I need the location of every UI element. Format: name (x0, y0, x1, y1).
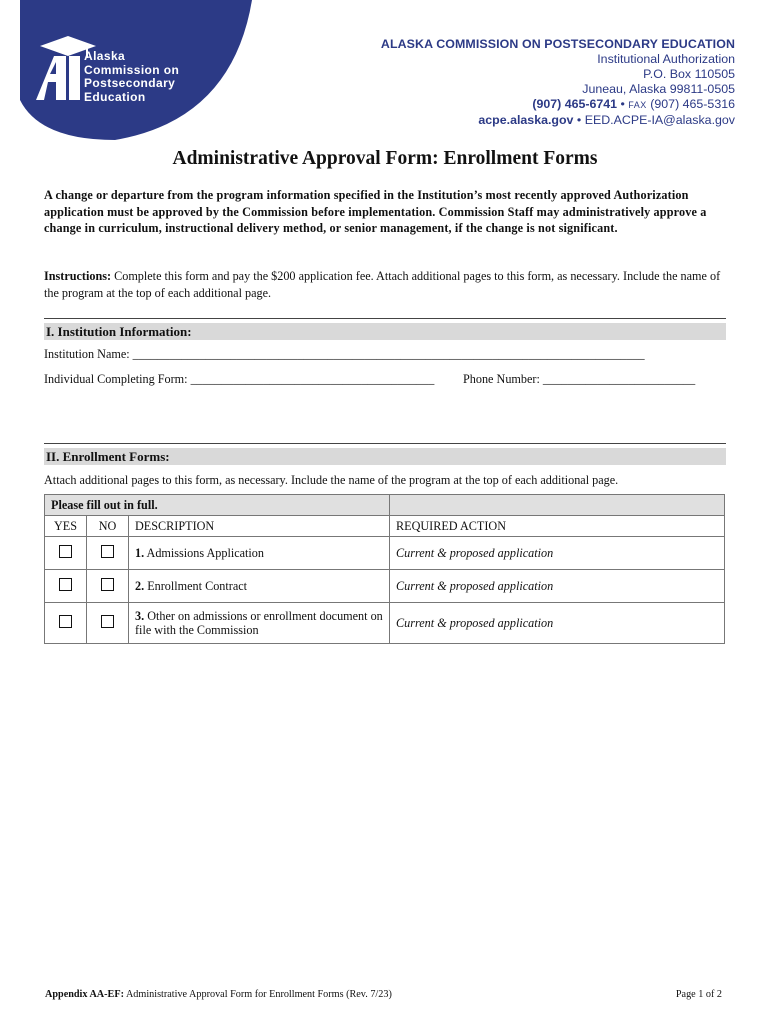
logo-line: Postsecondary (84, 76, 176, 91)
appendix-label: Appendix AA-EF: (45, 989, 124, 1000)
email-link[interactable]: EED.ACPE-IA@alaska.gov (584, 113, 735, 127)
footer-appendix (45, 989, 392, 1000)
yes-cell (45, 603, 87, 644)
description-cell (129, 570, 390, 603)
table-fill-row (45, 495, 725, 516)
yes-cell (45, 537, 87, 570)
page-number: Page 1 of 2 (675, 989, 722, 1000)
item-number: 3. (135, 609, 145, 623)
logo-wordmark (84, 50, 179, 104)
header-description: DESCRIPTION (129, 516, 390, 537)
section-heading-institution: I. Institution Information: (44, 323, 726, 340)
logo-line: Education (84, 89, 146, 104)
description-cell (129, 537, 390, 570)
item-number: 2. (135, 578, 145, 593)
description-cell (129, 603, 390, 644)
instructions-label: Instructions: (44, 269, 112, 283)
contact-block (381, 37, 735, 128)
no-checkbox[interactable] (101, 615, 114, 628)
org-name: ALASKA COMMISSION ON POSTSECONDARY EDUCATION (380, 37, 735, 51)
web-line: acpe.alaska.gov • EED.ACPE-IA@alaska.gov (478, 113, 735, 127)
table-row (45, 537, 725, 570)
yes-checkbox[interactable] (59, 615, 72, 628)
header-no: NO (87, 516, 129, 537)
item-description: Admissions Application (144, 545, 264, 560)
phone-number: (907) 465-6741 (532, 97, 618, 111)
fax-label: FAX (628, 100, 647, 110)
table-header-row (45, 516, 725, 537)
intro-paragraph: A change or departure from the program information specified in the Institution’s most recently approved Authorization application must be approved by the Commission before implementation. Commission Staff may administratively approve a change in curriculum, instructional delivery method, or senior management, if the change is not significant. (44, 188, 707, 235)
website-link[interactable]: acpe.alaska.gov (478, 113, 574, 127)
yes-cell (45, 570, 87, 603)
section-divider (44, 318, 726, 319)
required-action-cell: Current & proposed application (390, 570, 725, 603)
no-cell (87, 603, 129, 644)
acpe-logo (0, 0, 252, 140)
no-checkbox[interactable] (101, 578, 114, 591)
fax-number: (907) 465-5316 (650, 97, 735, 111)
department: Institutional Authorization (597, 52, 735, 66)
page-title: Administrative Approval Form: Enrollment Forms (172, 148, 598, 169)
phone-number-field[interactable]: Phone Number: _________________________ (463, 372, 696, 386)
item-number: 1. (135, 545, 145, 560)
individual-completing-field[interactable]: Individual Completing Form: ________________________________________ (44, 372, 435, 386)
section-divider (44, 443, 726, 444)
logo-line: Commission on (84, 62, 180, 77)
fill-label: Please fill out in full. (45, 495, 390, 516)
instructions-text: Complete this form and pay the $200 application fee. Attach additional pages to this form, as necessary. Include the name of the program at the top of each additional page. (44, 269, 721, 300)
required-action-cell: Current & proposed application (390, 537, 725, 570)
po-box: P.O. Box 110505 (643, 67, 735, 81)
phone-line: (907) 465-6741 • FAX (907) 465-5316 (532, 97, 735, 111)
item-description: Enrollment Contract (144, 578, 248, 593)
table-row (45, 603, 725, 644)
table-row (45, 570, 725, 603)
no-cell (87, 537, 129, 570)
yes-checkbox[interactable] (59, 578, 72, 591)
fill-empty-cell (390, 495, 725, 516)
enrollment-forms-table (44, 494, 725, 644)
no-cell (87, 570, 129, 603)
section-heading-enrollment: II. Enrollment Forms: (44, 448, 726, 465)
city-line: Juneau, Alaska 99811-0505 (582, 82, 735, 96)
header-yes: YES (45, 516, 87, 537)
yes-checkbox[interactable] (59, 545, 72, 558)
logo-line: Alaska (84, 49, 126, 63)
instructions-paragraph (44, 268, 728, 301)
enrollment-note: Attach additional pages to this form, as necessary. Include the name of the program at the top of each additional page. (44, 473, 619, 487)
institution-name-field[interactable]: Institution Name: ____________________________________________________________________________________ (44, 347, 645, 361)
appendix-text: Administrative Approval Form for Enrollment Forms (Rev. 7/23) (123, 989, 392, 1000)
required-action-cell: Current & proposed application (390, 603, 725, 644)
header-required-action: REQUIRED ACTION (390, 516, 725, 537)
item-description: Other on admissions or enrollment document on file with the Commission (135, 609, 383, 637)
no-checkbox[interactable] (101, 545, 114, 558)
